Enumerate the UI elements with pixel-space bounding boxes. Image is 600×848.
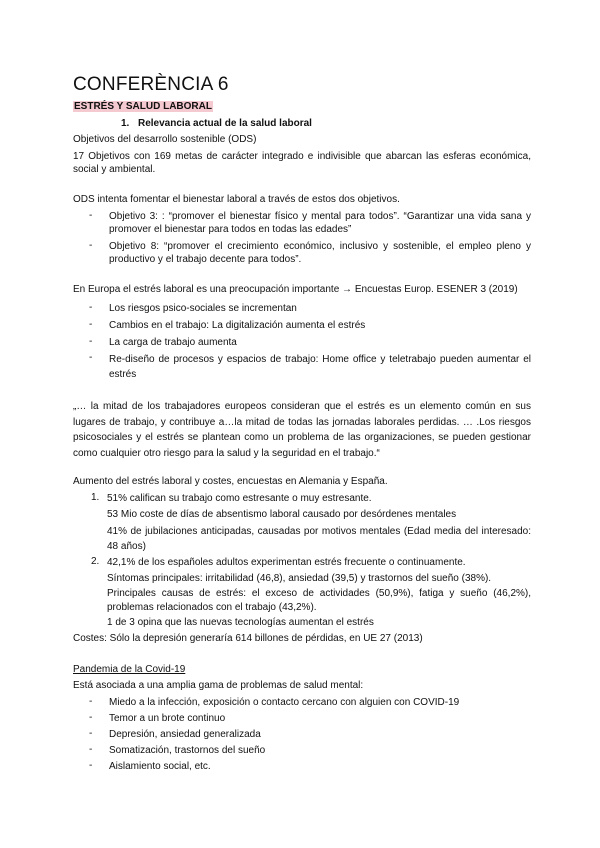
list-item: Temor a un brote continuo [109, 713, 226, 724]
ods-title: Objetivos del desarrollo sostenible (ODS) [73, 134, 257, 145]
bullet-dash: - [89, 302, 93, 313]
list-item: Miedo a la infección, exposición o contacto cercano con alguien con COVID-19 [109, 697, 460, 708]
ods-intro: ODS intenta fomentar el bienestar laboral a través de estos dos objetivos. [73, 194, 400, 205]
bullet-dash: - [89, 210, 93, 221]
bullet-dash: - [89, 240, 93, 251]
page-subtitle: ESTRÉS Y SALUD LABORAL [74, 101, 212, 112]
bullet-dash: - [89, 744, 93, 755]
quote-paragraph: „… la mitad de los trabajadores europeos consideran que el estrés es un elemento común en sus lugares de trabajo, y contribuye a…la mitad de todas las jornadas laborales perdidas. … .Los riesgos psicosociales y el estrés se plantean como un problema de las organizaciones, se pueden gestionar como cualquier otro riesgo para la salud y la seguridad en el trabajo.“ [73, 401, 531, 459]
bullet-dash: - [89, 336, 93, 347]
stat-line: 1 de 3 opina que las nuevas tecnologías aumentan el estrés [107, 617, 374, 628]
list-item: La carga de trabajo aumenta [109, 337, 237, 348]
bullet-dash: - [89, 352, 93, 363]
pandemic-intro: Está asociada a una amplia gama de problemas de salud mental: [73, 680, 364, 691]
stat-line: Síntomas principales: irritabilidad (46,8), ansiedad (39,5) y trastornos del sueño (38%). [107, 573, 492, 584]
costs-line: Costes: Sólo la depresión generaría 614 billones de pérdidas, en UE 27 (2013) [73, 633, 423, 644]
stat-line: 51% califican su trabajo como estresante o muy estresante. [107, 493, 372, 504]
list-item: Objetivo 8: “promover el crecimiento económico, inclusivo y sostenible, el empleo pleno y productivo y el trabajo decente para todos”. [109, 241, 531, 265]
list-item: Objetivo 3: : “promover el bienestar físico y mental para todos”. “Garantizar una vida sana y promover el bienestar para todos en todas las edades” [109, 211, 531, 235]
list-item: Cambios en el trabajo: La digitalización aumenta el estrés [109, 320, 366, 331]
bullet-dash: - [89, 728, 93, 739]
bullet-dash: - [89, 319, 93, 330]
stat-line: 41% de jubilaciones anticipadas, causadas por motivos mentales (Edad media del interesado: 48 años) [107, 526, 531, 552]
section-heading: Relevancia actual de la salud laboral [138, 118, 312, 129]
bullet-dash: - [89, 712, 93, 723]
increase-title: Aumento del estrés laboral y costes, encuestas en Alemania y España. [73, 476, 388, 487]
ods-paragraph: 17 Objetivos con 169 metas de carácter integrado e indivisible que abarcan las esferas económica, social y ambiental. [73, 151, 531, 175]
list-item: Los riesgos psico-sociales se incrementan [109, 303, 297, 314]
stat-line: 53 Mio coste de días de absentismo laboral causado por desórdenes mentales [107, 509, 457, 520]
list-item: Re-diseño de procesos y espacios de trabajo: Home office y teletrabajo pueden aumentar el estrés [109, 354, 531, 380]
bullet-dash: - [89, 760, 93, 771]
list-item: Depresión, ansiedad generalizada [109, 729, 261, 740]
section-number: 1. [121, 118, 130, 129]
list-number: 2. [91, 556, 100, 567]
list-item: Aislamiento social, etc. [109, 761, 211, 772]
page-title: CONFERÈNCIA 6 [73, 74, 229, 95]
pandemic-title: Pandemia de la Covid-19 [73, 664, 186, 675]
list-item: Somatización, trastornos del sueño [109, 745, 266, 756]
europe-intro: En Europa el estrés laboral es una preocupación importante → Encuestas Europ. ESENER 3 (2019) [73, 284, 518, 295]
list-number: 1. [91, 492, 100, 503]
bullet-dash: - [89, 696, 93, 707]
stat-line: 42,1% de los españoles adultos experimentan estrés frecuente o continuamente. [107, 557, 466, 568]
stat-line: Principales causas de estrés: el exceso de actividades (50,9%), fatiga y sueño (46,2%), problemas relacionados con el trabajo (43,2%). [107, 588, 531, 613]
